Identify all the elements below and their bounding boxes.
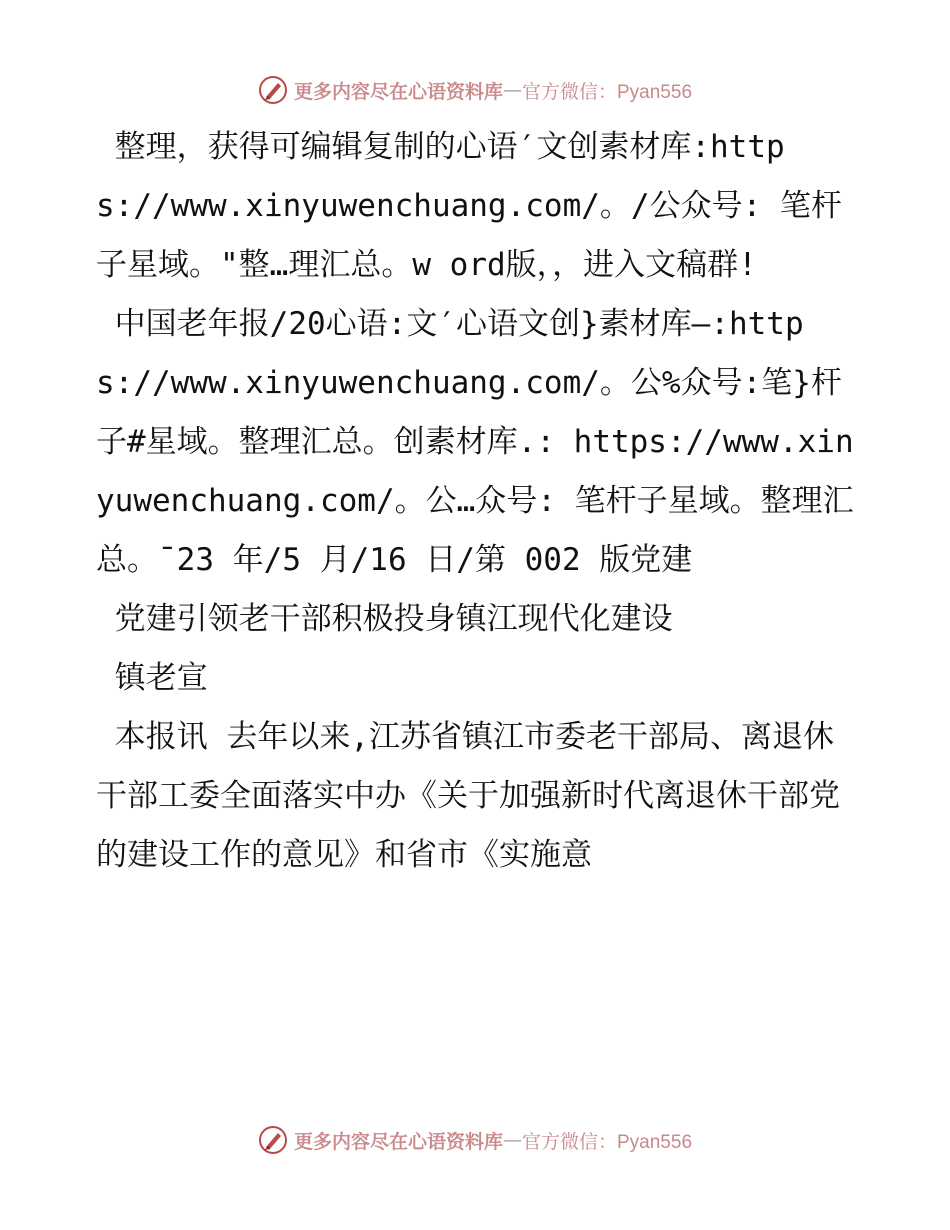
article-title: 党建引领老干部积极投身镇江现代化建设 (96, 601, 673, 637)
banner-account-text: 官方微信：Pyan556 (522, 1131, 693, 1153)
banner-dash: — (503, 79, 522, 101)
banner-main-text: 更多内容尽在心语资料库 (293, 1130, 503, 1153)
pen-logo-icon (258, 1125, 288, 1155)
article-author: 镇老宣 (96, 660, 208, 696)
pen-logo-icon (258, 75, 288, 105)
banner-account-text: 官方微信：Pyan556 (522, 81, 693, 103)
document-body (96, 118, 856, 885)
banner-dash: — (503, 1129, 522, 1151)
banner-main-text: 更多内容尽在心语资料库 (293, 80, 503, 103)
header-watermark-banner (0, 70, 950, 110)
article-body: 本报讯 去年以来,江苏省镇江市委老干部局、离退休干部工委全面落实中办《关于加强新时代离退休干部党的建设工作的意见》和省市《实施意 (96, 719, 840, 873)
footer-watermark-banner (0, 1120, 950, 1160)
paragraph-source: 中国老年报/20心语:文′心语文创}素材库—:https://www.xinyuwenchuang.com/。公%众号:笔}杆子#星域。整理汇总。创素材库.: https://www.xinyuwenchuang.com/。公…众号: 笔杆子星域。整理汇总。¯23 年/5 月/16 日/第 002 版党建 (96, 306, 854, 578)
paragraph-intro: 整理，获得可编辑复制的心语′文创素材库:https://www.xinyuwenchuang.com/。/公众号: 笔杆子星域。"整…理汇总。w ord版，，进入文稿群! (96, 129, 842, 283)
